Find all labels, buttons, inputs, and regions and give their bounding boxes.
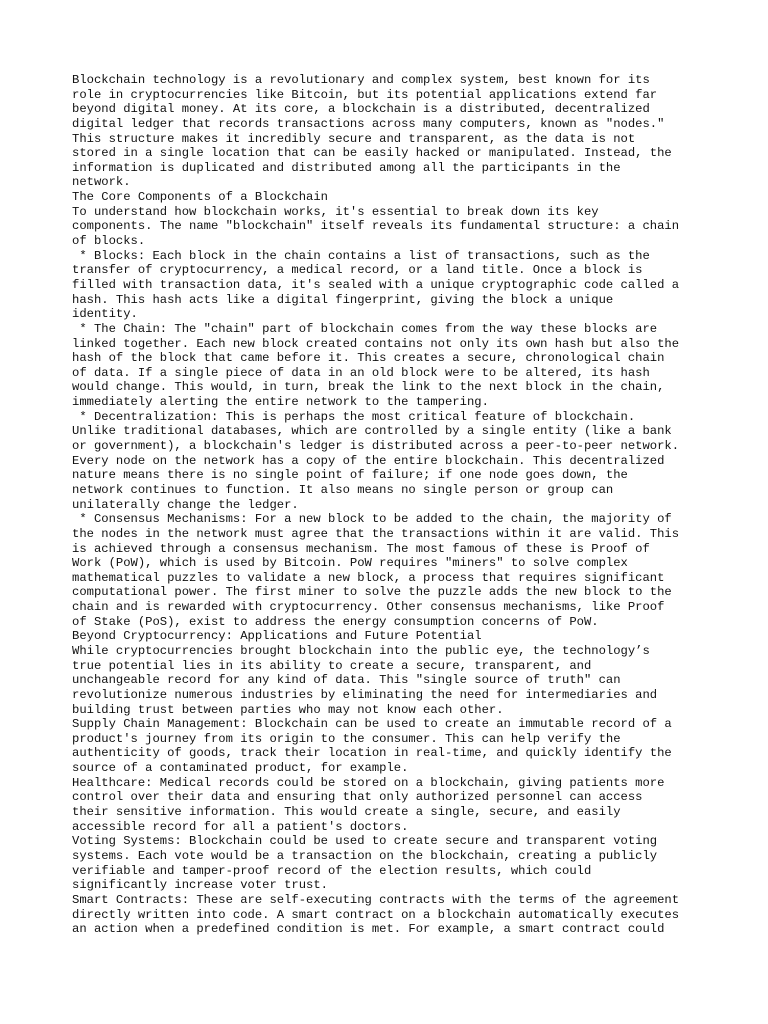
text-line: role in cryptocurrencies like Bitcoin, but its potential applications extend far xyxy=(72,87,658,102)
text-line: While cryptocurrencies brought blockchain into the public eye, the technology’s xyxy=(72,643,650,658)
text-line: significantly increase voter trust. xyxy=(72,878,328,893)
text-line: components. The name "blockchain" itself reveals its fundamental structure: a chain xyxy=(72,219,680,234)
text-line: true potential lies in its ability to create a secure, transparent, and xyxy=(72,658,592,673)
text-line: immediately alerting the entire network to the tampering. xyxy=(72,395,489,410)
text-line: digital ledger that records transactions across many computers, known as "nodes." xyxy=(72,116,665,131)
text-line: * Blocks: Each block in the chain contains a list of transactions, such as the xyxy=(72,248,650,263)
text-line: of data. If a single piece of data in an old block were to be altered, its hash xyxy=(72,365,650,380)
text-line: nature means there is no single point of failure; if one node goes down, the xyxy=(72,468,628,483)
text-line: authenticity of goods, track their location in real-time, and quickly identify the xyxy=(72,746,672,761)
text-line: network continues to function. It also means no single person or group can xyxy=(72,482,614,497)
text-line: directly written into code. A smart contract on a blockchain automatically executes xyxy=(72,907,680,922)
text-line: product's journey from its origin to the consumer. This can help verify the xyxy=(72,731,621,746)
text-line: unilaterally change the ledger. xyxy=(72,497,299,512)
text-line: hash of the block that came before it. This creates a secure, chronological chain xyxy=(72,351,665,366)
text-line: of Stake (PoS), exist to address the energy consumption concerns of PoW. xyxy=(72,614,599,629)
text-line: hash. This hash acts like a digital fingerprint, giving the block a unique xyxy=(72,292,614,307)
text-line: the nodes in the network must agree that the transactions within it are valid. This xyxy=(72,526,680,541)
text-line: Work (PoW), which is used by Bitcoin. PoW requires "miners" to solve complex xyxy=(72,556,628,571)
text-line: source of a contaminated product, for example. xyxy=(72,761,409,776)
text-line: accessible record for all a patient's doctors. xyxy=(72,819,409,834)
text-line: This structure makes it incredibly secure and transparent, as the data is not xyxy=(72,131,636,146)
text-line: beyond digital money. At its core, a blockchain is a distributed, decentralized xyxy=(72,102,650,117)
text-line: * The Chain: The "chain" part of blockchain comes from the way these blocks are xyxy=(72,321,658,336)
text-line: linked together. Each new block created contains not only its own hash but also the xyxy=(72,336,680,351)
text-line: network. xyxy=(72,175,131,190)
text-line: Beyond Cryptocurrency: Applications and Future Potential xyxy=(72,629,482,644)
text-line: filled with transaction data, it's sealed with a unique cryptographic code called a xyxy=(72,277,680,292)
text-line: chain and is rewarded with cryptocurrency. Other consensus mechanisms, like Proof xyxy=(72,600,665,615)
text-line: verifiable and tamper-proof record of the election results, which could xyxy=(72,863,592,878)
text-line: their sensitive information. This would create a single, secure, and easily xyxy=(72,805,621,820)
text-line: transfer of cryptocurrency, a medical record, or a land title. Once a block is xyxy=(72,263,643,278)
text-line: unchangeable record for any kind of data. This "single source of truth" can xyxy=(72,673,621,688)
text-line: control over their data and ensuring that only authorized personnel can access xyxy=(72,790,643,805)
text-line: The Core Components of a Blockchain xyxy=(72,190,328,205)
text-line: is achieved through a consensus mechanism. The most famous of these is Proof of xyxy=(72,541,650,556)
text-line: information is duplicated and distributed among all the participants in the xyxy=(72,160,621,175)
text-line: Unlike traditional databases, which are controlled by a single entity (like a bank xyxy=(72,424,672,439)
text-line: Blockchain technology is a revolutionary and complex system, best known for its xyxy=(72,73,650,87)
text-line: would change. This would, in turn, break the link to the next block in the chain, xyxy=(72,380,665,395)
text-line: To understand how blockchain works, it's essential to break down its key xyxy=(72,204,599,219)
text-line: mathematical puzzles to validate a new block, a process that requires significant xyxy=(72,570,665,585)
text-line: Supply Chain Management: Blockchain can be used to create an immutable record of a xyxy=(72,717,672,732)
text-line: computational power. The first miner to solve the puzzle adds the new block to the xyxy=(72,585,672,600)
text-line: or government), a blockchain's ledger is distributed across a peer-to-peer network. xyxy=(72,439,680,454)
text-line: stored in a single location that can be easily hacked or manipulated. Instead, the xyxy=(72,146,672,161)
text-line: * Decentralization: This is perhaps the most critical feature of blockchain. xyxy=(72,409,636,424)
document-page xyxy=(72,73,732,937)
text-line: an action when a predefined condition is met. For example, a smart contract could xyxy=(72,922,665,937)
text-line: of blocks. xyxy=(72,234,146,249)
text-line: Voting Systems: Blockchain could be used to create secure and transparent voting xyxy=(72,834,658,849)
text-line: identity. xyxy=(72,307,138,322)
text-line: Every node on the network has a copy of the entire blockchain. This decentralized xyxy=(72,453,665,468)
text-line: revolutionize numerous industries by eliminating the need for intermediaries and xyxy=(72,687,658,702)
text-line: * Consensus Mechanisms: For a new block to be added to the chain, the majority of xyxy=(72,512,672,527)
text-line: Smart Contracts: These are self-executing contracts with the terms of the agreement xyxy=(72,892,680,907)
text-line: building trust between parties who may not know each other. xyxy=(72,702,504,717)
text-line: Healthcare: Medical records could be stored on a blockchain, giving patients more xyxy=(72,775,665,790)
text-line: systems. Each vote would be a transaction on the blockchain, creating a publicly xyxy=(72,848,658,863)
